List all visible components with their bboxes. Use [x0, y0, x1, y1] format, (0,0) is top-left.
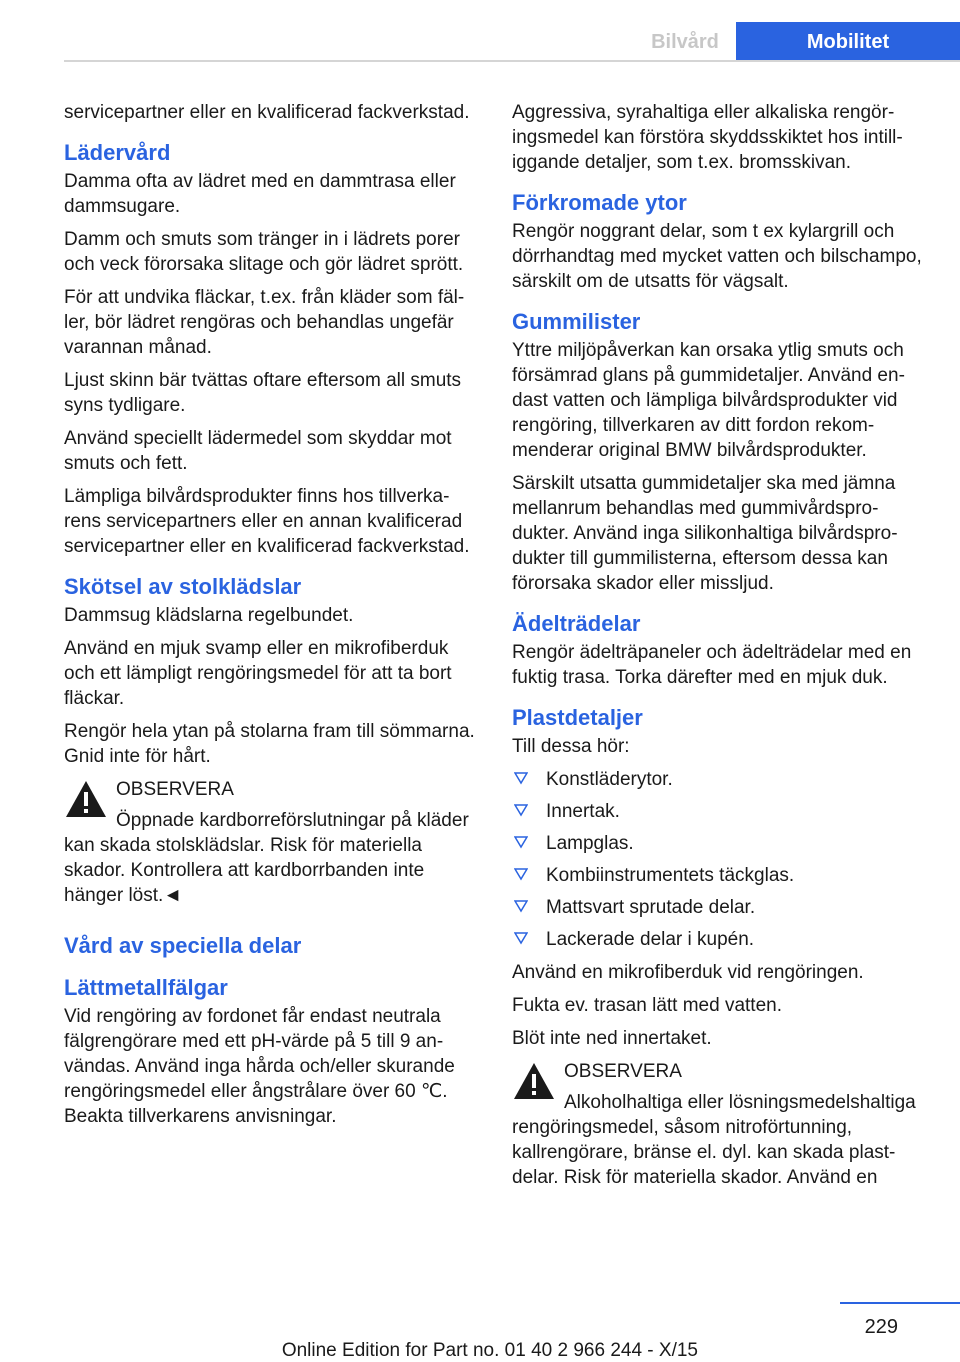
- left-column: [64, 100, 480, 1137]
- list-item-text: Lackerade delar i kupén.: [546, 929, 755, 950]
- list-item: [512, 831, 928, 856]
- paragraph: Använd en mjuk svamp eller en mikrofiberduk och ett lämpligt rengöringsmedel för att ta bort fläckar.: [64, 638, 452, 709]
- paragraph: Fukta ev. trasan lätt med vatten.: [512, 995, 782, 1016]
- paragraph: Rengör hela ytan på stolarna fram till sömmarna. Gnid inte för hårt.: [64, 721, 475, 767]
- list-item: [512, 863, 928, 888]
- triangle-bullet-icon: [514, 931, 528, 945]
- warning-text: Alkoholhaltiga eller lösningsmedelshaltiga rengöringsmedel, såsom nitroförtunning, kallrengörare, bränse el. dyl. kan skada plastdelar. Risk för materiella skador. Använd en: [512, 1092, 916, 1188]
- list-item-text: Kombiinstrumentets täckglas.: [546, 865, 795, 886]
- list-item: [512, 799, 928, 824]
- paragraph: Damm och smuts som tränger in i lädrets porer och veck förorsaka slitage och gör lädret sprött.: [64, 229, 464, 275]
- list-item: [512, 767, 928, 792]
- paragraph: Aggressiva, syrahaltiga eller alkaliska rengöringsmedel kan förstöra skyddsskiktet hos intilliggande detaljer, som t.ex. bromsskivan.: [512, 102, 903, 173]
- paragraph: Yttre miljöpåverkan kan orsaka ytlig smuts och försämrad glans på gummidetaljer. Använd endast vatten och lämpliga bilvårdsprodukter vid rengöring, tillverkaren av ditt fordon rekommenderar original BMW bilvårdsprodukter.: [512, 340, 905, 461]
- section-heading-stolkladslar: Skötsel av stolklädslar: [64, 574, 302, 599]
- header-divider: [64, 60, 960, 62]
- paragraph: servicepartner eller en kvalificerad fackverkstad.: [64, 102, 470, 123]
- right-column: [512, 100, 928, 1198]
- list-item: [512, 895, 928, 920]
- triangle-bullet-icon: [514, 803, 528, 817]
- paragraph: Använd en mikrofiberduk vid rengöringen.: [512, 962, 864, 983]
- paragraph: Lämpliga bilvårdsprodukter finns hos tillverkarens servicepartners eller en annan kvalificerad servicepartner eller en kvalificerad fackverkstad.: [64, 486, 470, 557]
- paragraph: Till dessa hör:: [512, 736, 630, 757]
- paragraph: Dammsug klädslarna regelbundet.: [64, 605, 354, 626]
- list-item-text: Innertak.: [546, 801, 620, 822]
- list-item-text: Lampglas.: [546, 833, 634, 854]
- section-heading-vard-speciella-delar: Vård av speciella delar: [64, 933, 302, 958]
- paragraph: Blöt inte ned innertaket.: [512, 1028, 712, 1049]
- bullet-list: [512, 767, 928, 952]
- list-item-text: Konstläderytor.: [546, 769, 673, 790]
- section-heading-lattmetallfalgar: Lättmetallfälgar: [64, 975, 228, 1000]
- triangle-bullet-icon: [514, 867, 528, 881]
- section-heading-plastdetaljer: Plastdetaljer: [512, 705, 643, 730]
- paragraph: Damma ofta av lädret med en dammtrasa eller dammsugare.: [64, 171, 456, 217]
- header-tabbar: [64, 22, 960, 62]
- edition-footer: Online Edition for Part no. 01 40 2 966 244 - X/15: [281, 1340, 698, 1361]
- page-number: 229: [864, 1316, 898, 1338]
- triangle-bullet-icon: [514, 899, 528, 913]
- triangle-bullet-icon: [514, 771, 528, 785]
- tab-mobilitet[interactable]: Mobilitet: [736, 22, 960, 62]
- paragraph: Ljust skinn bär tvättas oftare eftersom all smuts syns tydligare.: [64, 370, 462, 416]
- triangle-bullet-icon: [514, 835, 528, 849]
- section-heading-adeltradelar: Ädelträdelar: [512, 611, 641, 636]
- warning-notice: [512, 1059, 928, 1190]
- paragraph: För att undvika fläckar, t.ex. från kläder som fäller, bör lädret rengöras och behandlas ungefär varannan månad.: [64, 287, 465, 358]
- paragraph: Använd speciellt lädermedel som skyddar mot smuts och fett.: [64, 428, 452, 474]
- paragraph: Rengör noggrant delar, som t ex kylargrill och dörrhandtag med mycket vatten och bilschampo, särskilt om de utsatts för vägsalt.: [512, 221, 922, 292]
- section-heading-forkromade-ytor: Förkromade ytor: [512, 190, 687, 215]
- section-heading-ladervard: Lädervård: [64, 140, 171, 165]
- tab-bilvard[interactable]: Bilvård: [651, 31, 719, 53]
- paragraph: Särskilt utsatta gummidetaljer ska med jämna mellanrum behandlas med gummivårdsprodukter. Använd inga silikonhaltiga bilvårdsprodukter till gummilisterna, eftersom dessa kan förorsaka skador eller missljud.: [512, 473, 898, 594]
- warning-title: OBSERVERA: [564, 1061, 682, 1082]
- warning-text: Öppnade kardborreförslutningar på kläder kan skada stolsklädslar. Risk för materiella skador. Kontrollera att kardborrbanden inte hänger löst.◄: [64, 810, 469, 906]
- section-heading-gummilister: Gummilister: [512, 309, 641, 334]
- list-item: [512, 927, 928, 952]
- paragraph: Rengör ädelträpaneler och ädelträdelar med en fuktig trasa. Torka därefter med en mjuk duk.: [512, 642, 912, 688]
- warning-triangle-icon: [512, 1061, 556, 1101]
- list-item-text: Mattsvart sprutade delar.: [546, 897, 756, 918]
- footer-accent-rule: [840, 1302, 960, 1304]
- warning-notice: [64, 777, 480, 908]
- paragraph: Vid rengöring av fordonet får endast neutrala fälgrengörare med ett pH-värde på 5 till 9 användas. Använd inga hårda och/eller skurande rengöringsmedel eller ångstrålare över 60 ℃. Beakta tillverkarens anvisningar.: [64, 1006, 455, 1127]
- warning-triangle-icon: [64, 779, 108, 819]
- warning-title: OBSERVERA: [116, 779, 234, 800]
